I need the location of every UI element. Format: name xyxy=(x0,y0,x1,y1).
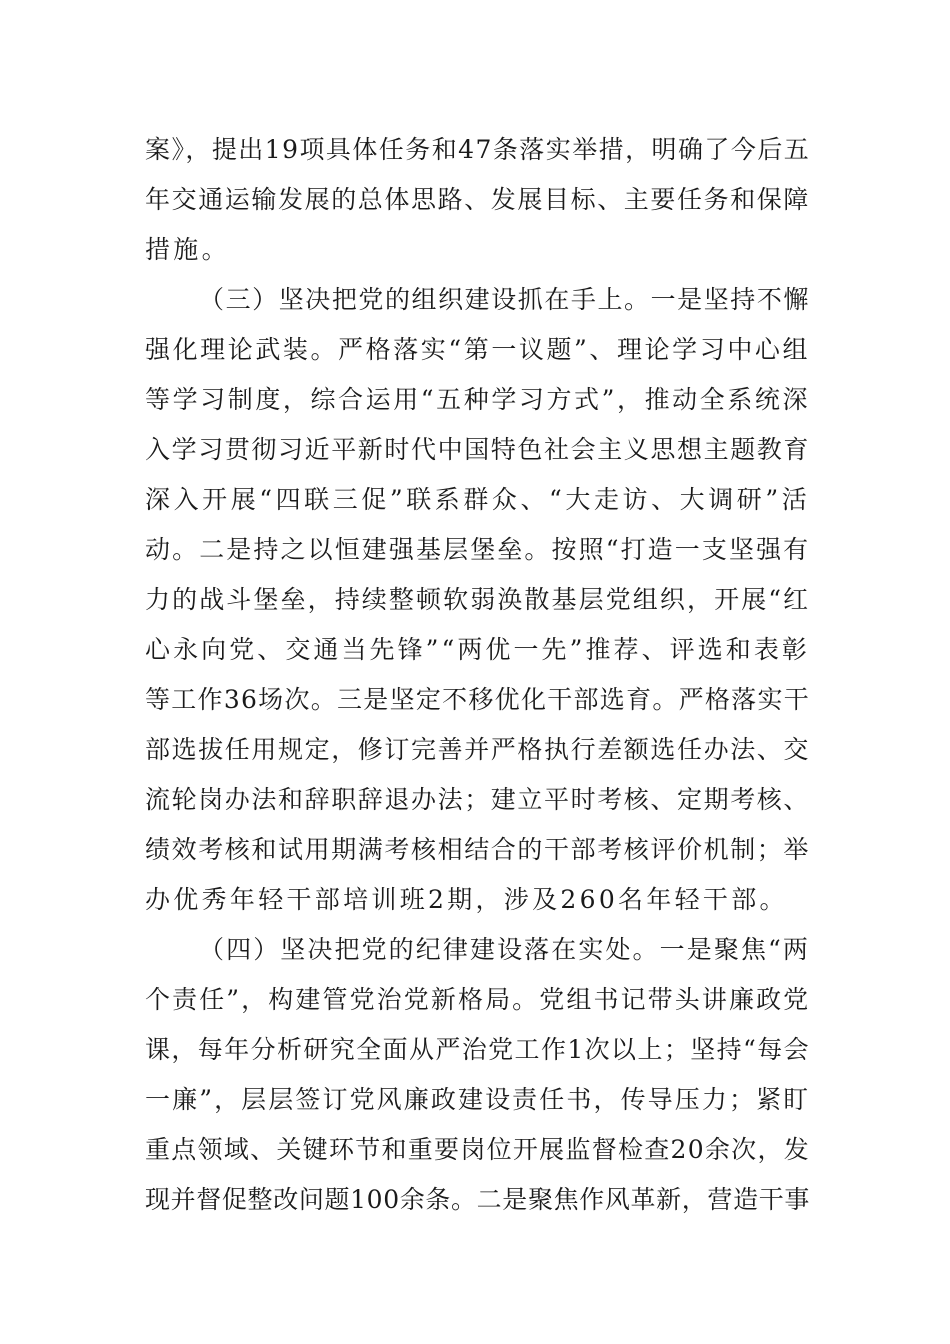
text-line: 现并督促整改问题100余条。二是聚焦作风革新，营造干事 xyxy=(145,1185,810,1214)
text-line: 案》，提出19项具体任务和47条落实举措，明确了今后五 xyxy=(145,135,811,164)
text-line: 办优秀年轻干部培训班2期，涉及260名年轻干部。 xyxy=(145,885,788,914)
text-line: 部选拔任用规定，修订完善并严格执行差额选任办法、交 xyxy=(145,735,810,764)
text-line: 力的战斗堡垒，持续整顿软弱涣散基层党组织，开展“红 xyxy=(145,585,811,614)
text-line: 入学习贯彻习近平新时代中国特色社会主义思想主题教育 xyxy=(145,435,810,464)
text-line: 流轮岗办法和辞职辞退办法；建立平时考核、定期考核、 xyxy=(145,785,810,814)
section-heading-line: （三）坚决把党的组织建设抓在手上。一是坚持不懈 xyxy=(199,285,810,314)
text-line: 心永向党、交通当先锋”“两优一先”推荐、评选和表彰 xyxy=(145,635,810,664)
text-line: 动。二是持之以恒建强基层堡垒。按照“打造一支坚强有 xyxy=(145,535,811,564)
text-line: 课，每年分析研究全面从严治党工作1次以上；坚持“每会 xyxy=(145,1035,810,1064)
text-line: 绩效考核和试用期满考核相结合的干部考核评价机制；举 xyxy=(145,835,810,864)
text-line: 等学习制度，综合运用“五种学习方式”，推动全系统深 xyxy=(145,385,811,414)
text-line: 措施。 xyxy=(145,235,230,264)
text-line: 一廉”，层层签订党风廉政建设责任书，传导压力；紧盯 xyxy=(145,1085,811,1114)
text-line: 深入开展“四联三促”联系群众、“大走访、大调研”活 xyxy=(145,485,810,514)
text-line: 强化理论武装。严格落实“第一议题”、理论学习中心组 xyxy=(145,335,811,364)
text-line: 重点领域、关键环节和重要岗位开展监督检查20余次，发 xyxy=(145,1135,810,1164)
text-line: 等工作36场次。三是坚定不移优化干部选育。严格落实干 xyxy=(145,685,810,714)
text-line: 个责任”，构建管党治党新格局。党组书记带头讲廉政党 xyxy=(145,985,811,1014)
section-heading-line: （四）坚决把党的纪律建设落在实处。一是聚焦“两 xyxy=(199,935,810,964)
text-line: 年交通运输发展的总体思路、发展目标、主要任务和保障 xyxy=(145,185,810,214)
